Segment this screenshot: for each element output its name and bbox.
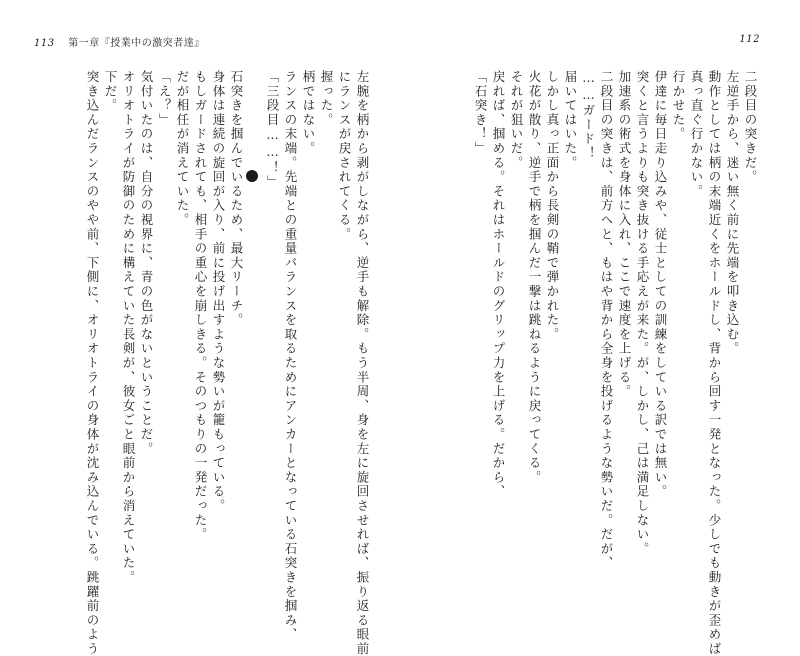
text-line: オリオトライが防御のために構えていた長剣が、彼女ごと眼前から消えていた。 (121, 70, 136, 585)
left-text-column (80, 70, 370, 656)
right-page (400, 0, 800, 656)
text-line: しかし真っ正面から長剣の鞘で弾かれた。 (545, 70, 560, 342)
section-break (244, 70, 260, 540)
text-line: それが狙いだ。 (509, 70, 524, 171)
text-line: 握った。 (319, 70, 334, 128)
text-line: 行かせた。 (671, 70, 686, 142)
text-line: 動作としては柄の末端近くをホールドし、背から回す一発となった。少しでも動きが歪めば (707, 70, 722, 656)
text-line: 伊達に毎日走り込みや、従士としての訓練をしている訳では無い。 (653, 70, 668, 499)
text-line: 「三段目……！」 (265, 70, 280, 190)
chapter-title: 第一章『授業中の激突者達』 (68, 38, 205, 49)
text-line: 突き込んだランスのやや前、下側に、オリオトライの身体が沈み込んでいる。跳躍前のよう (85, 70, 100, 656)
text-line: 身体は連続の旋回が入り、前に投げ出すような勢いが籠もっている。 (211, 70, 226, 514)
text-line: 火花が散り、逆手で柄を掴んだ一撃は跳ねるように戻ってくる。 (527, 70, 542, 485)
text-line: 左逆手から、迷い無く前に先端を叩き込む。 (725, 70, 740, 356)
text-line: 届いてはいた。 (563, 70, 578, 171)
text-line: 下だ。 (103, 70, 118, 113)
page-number: 112 (739, 34, 760, 45)
text-line: 「え？」 (157, 70, 172, 128)
text-line: 真っ直ぐ行かない。 (689, 70, 704, 199)
text-line: 二段目の突きだ。 (743, 70, 758, 185)
text-line: 加速系の術式を身体に入れ、ここで速度を上げる。 (617, 70, 632, 399)
text-line: 柄ではない。 (301, 70, 316, 156)
text-line: 気付いたのは、自分の視界に、青の色がないということだ。 (139, 70, 154, 457)
right-text-column (468, 70, 758, 656)
text-line: ……ガード！ (581, 70, 596, 161)
page-number: 113 (34, 38, 55, 49)
text-line: 「石突き！」 (473, 70, 488, 156)
text-line: 戻れば、掴める。それはホールドのグリップ力を上げる。だから、 (491, 70, 506, 499)
text-line: 左腕を柄から剥がしながら、逆手も解除。もう半周、身を左に旋回させれば、振り返る眼前 (355, 70, 370, 656)
text-line: 突くと言うよりも突き抜ける手応えが来た。が、しかし、己は満足しない。 (635, 70, 650, 557)
left-page-header (34, 34, 205, 49)
section-break-dot (246, 170, 258, 182)
text-line: もしガードされても、相手の重心を崩しきる。そのつもりの一発だった。 (193, 70, 208, 542)
text-line: だが相任が消えていた。 (175, 70, 190, 228)
text-line: 石突きを掴んでいるため、最大リーチ。 (229, 70, 244, 328)
text-line: にランスが戻されてくる。 (337, 70, 352, 242)
text-line: 二段目の突きは、前方へと、もはや背から全身を投げるような勢いだ。だが、 (599, 70, 614, 571)
text-line: ランスの末端。先端との重量バランスを取るためにアンカーとなっている石突きを掴み、 (283, 70, 298, 642)
